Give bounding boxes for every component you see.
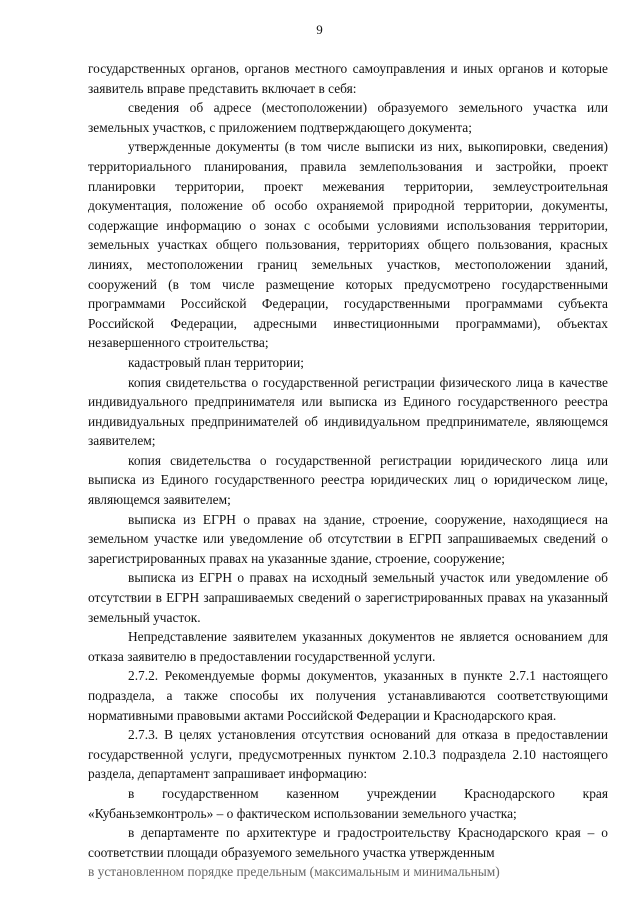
paragraph: государственных органов, органов местного самоуправления и иных органов и которые заявитель вправе представить включает в себя: [88,61,608,96]
paragraph: 2.7.3. В целях установления отсутствия оснований для отказа в предоставлении государственной услуги, предусмотренных пунктом 2.10.3 подраздела 2.10 настоящего раздела, департамент запрашивает информацию: [88,727,608,782]
paragraph: выписка из ЕГРН о правах на здание, строение, сооружение, находящиеся на земельном участке или уведомление об отсутствии в ЕГРП запрашиваемых сведений о зарегистрированных правах на указанные здание, строение, сооружение; [88,511,608,566]
paragraph: Непредставление заявителем указанных документов не является основанием для отказа заявителю в предоставлении государственной услуги. [88,629,608,664]
paragraph: копия свидетельства о государственной регистрации юридического лица или выписка из Единого государственного реестра юридических лиц о юридическом лице, являющемся заявителем; [88,452,608,508]
document-body [88,59,608,882]
paragraph: в государственном казенном учреждении Краснодарского края «Кубаньземконтроль» – о фактическом использовании земельного участка; [88,785,608,821]
paragraph: в установленном порядке предельным (максимальным и минимальным) [88,864,500,880]
paragraph: сведения об адресе (местоположении) образуемого земельного участка или земельных участков, с приложением подтверждающего документа; [88,100,608,135]
paragraph: копия свидетельства о государственной регистрации физического лица в качестве индивидуального предпринимателя или выписка из Единого государственного реестра индивидуальных предпринимателей об индивидуальном предпринимателе, являющемся заявителем; [88,374,608,449]
paragraph: 2.7.2. Рекомендуемые формы документов, указанных в пункте 2.7.1 настоящего подраздела, а также способы их получения устанавливаются соответствующими нормативными правовыми актами Российской Федерации и Краснодарского края. [88,668,608,723]
page-number: 9 [316,22,323,37]
paragraph: в департаменте по архитектуре и градостроительству Краснодарского края – о соответствии площади образуемого земельного участка утвержденным [88,825,608,860]
paragraph: утвержденные документы (в том числе выписки из них, выкопировки, сведения) территориального планирования, правила землепользования и застройки, проект планировки территории, проект межевания территории, землеустроительная документация, положение об особо охраняемой природной территории, документы, содержащие информацию о зонах с особыми условиями использования территории, земельных участках общего пользования, территориях общего пользования, красных линиях, местоположении границ земельных участков, местоположении зданий, сооружений (в том числе размещение которых предусмотрено государственными программами Российской Федерации, государственными программами субъекта Российской Федерации, адресными инвестиционными программами), объектах незавершенного строительства; [88,139,608,351]
paragraph: выписка из ЕГРН о правах на исходный земельный участок или уведомление об отсутствии в ЕГРН запрашиваемых сведений о зарегистрированных правах на указанный земельный участок. [88,570,608,625]
paragraph: кадастровый план территории; [128,354,304,370]
